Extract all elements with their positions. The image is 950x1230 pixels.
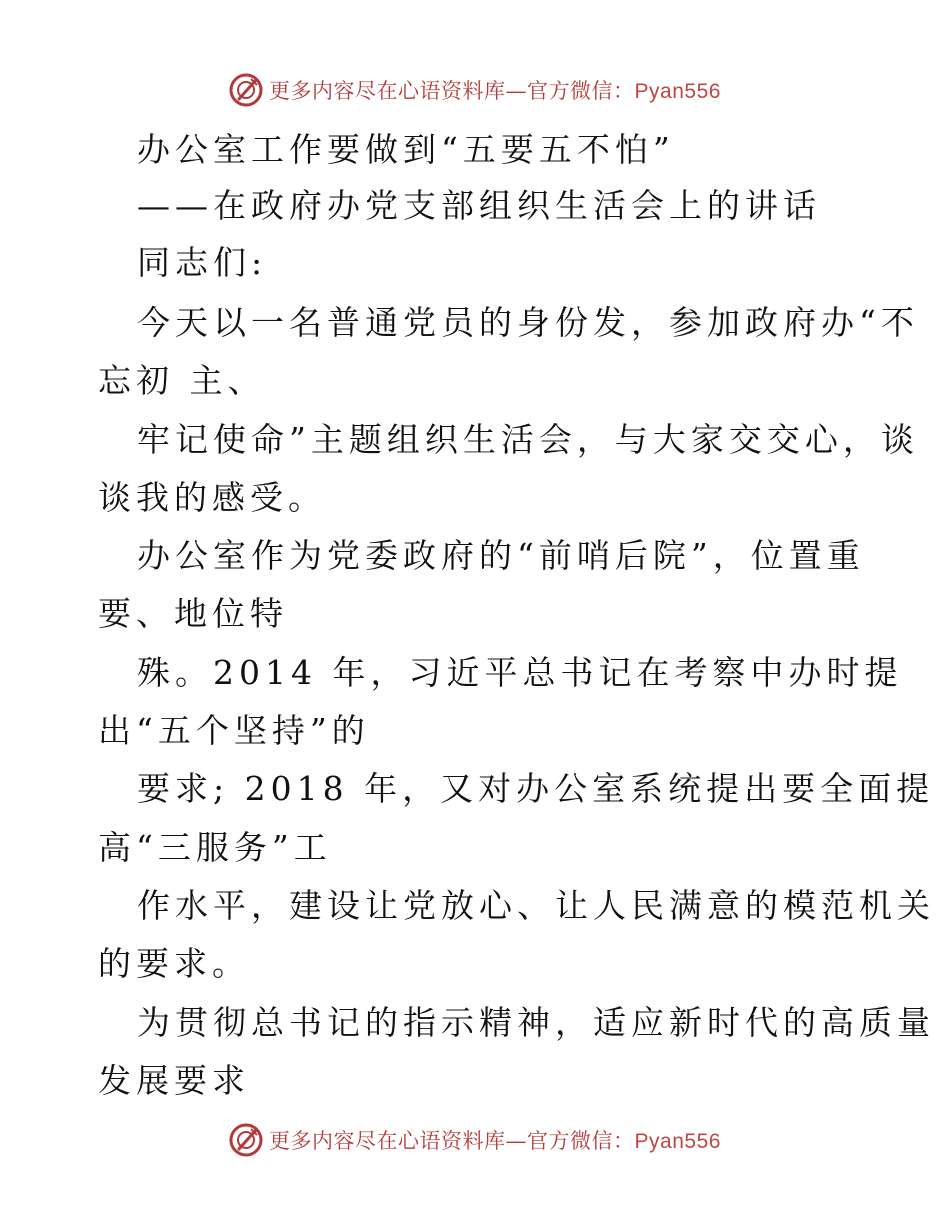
paragraph-line: 谈我的感受。 [98, 478, 326, 517]
banner-wechat-id: Pyan556 [634, 80, 721, 103]
banner-text: 更多内容尽在心语资料库—官方微信：Pyan556 [269, 1129, 721, 1153]
header-banner [0, 70, 950, 110]
banner-text: 更多内容尽在心语资料库—官方微信：Pyan556 [269, 79, 721, 103]
logo-icon [229, 73, 263, 107]
document-title: 办公室工作要做到“五要五不怕” [137, 130, 675, 169]
paragraph-line: 高“三服务”工 [98, 828, 332, 867]
banner-wechat-id: Pyan556 [634, 1130, 721, 1153]
paragraph-line: 发展要求 [98, 1061, 250, 1100]
logo-icon [229, 1123, 263, 1157]
paragraph-line: 作水平，建设让党放心、让人民满意的模范机关 [137, 886, 935, 925]
document-subtitle: ——在政府办党支部组织生活会上的讲话 [137, 186, 821, 225]
paragraph-line: 为贯彻总书记的指示精神，适应新时代的高质量 [137, 1003, 935, 1042]
salutation: 同志们: [137, 243, 268, 282]
paragraph-line: 忘初 主、 [98, 361, 266, 400]
footer-banner [0, 1120, 950, 1160]
paragraph-line: 要、地位特 [98, 594, 288, 633]
paragraph-line: 牢记使命”主题组织生活会，与大家交交心，谈 [137, 420, 919, 459]
paragraph-line: 出“五个坚持”的 [98, 711, 370, 750]
paragraph-line: 办公室作为党委政府的“前哨后院”，位置重 [137, 536, 865, 575]
paragraph-line: 要求; 2018 年，又对办公室系统提出要全面提 [137, 769, 935, 808]
paragraph-line: 的要求。 [98, 944, 250, 983]
paragraph-line: 今天以一名普通党员的身份发，参加政府办“不 [137, 303, 919, 342]
paragraph-line: 殊。2014 年，习近平总书记在考察中办时提 [137, 653, 903, 692]
